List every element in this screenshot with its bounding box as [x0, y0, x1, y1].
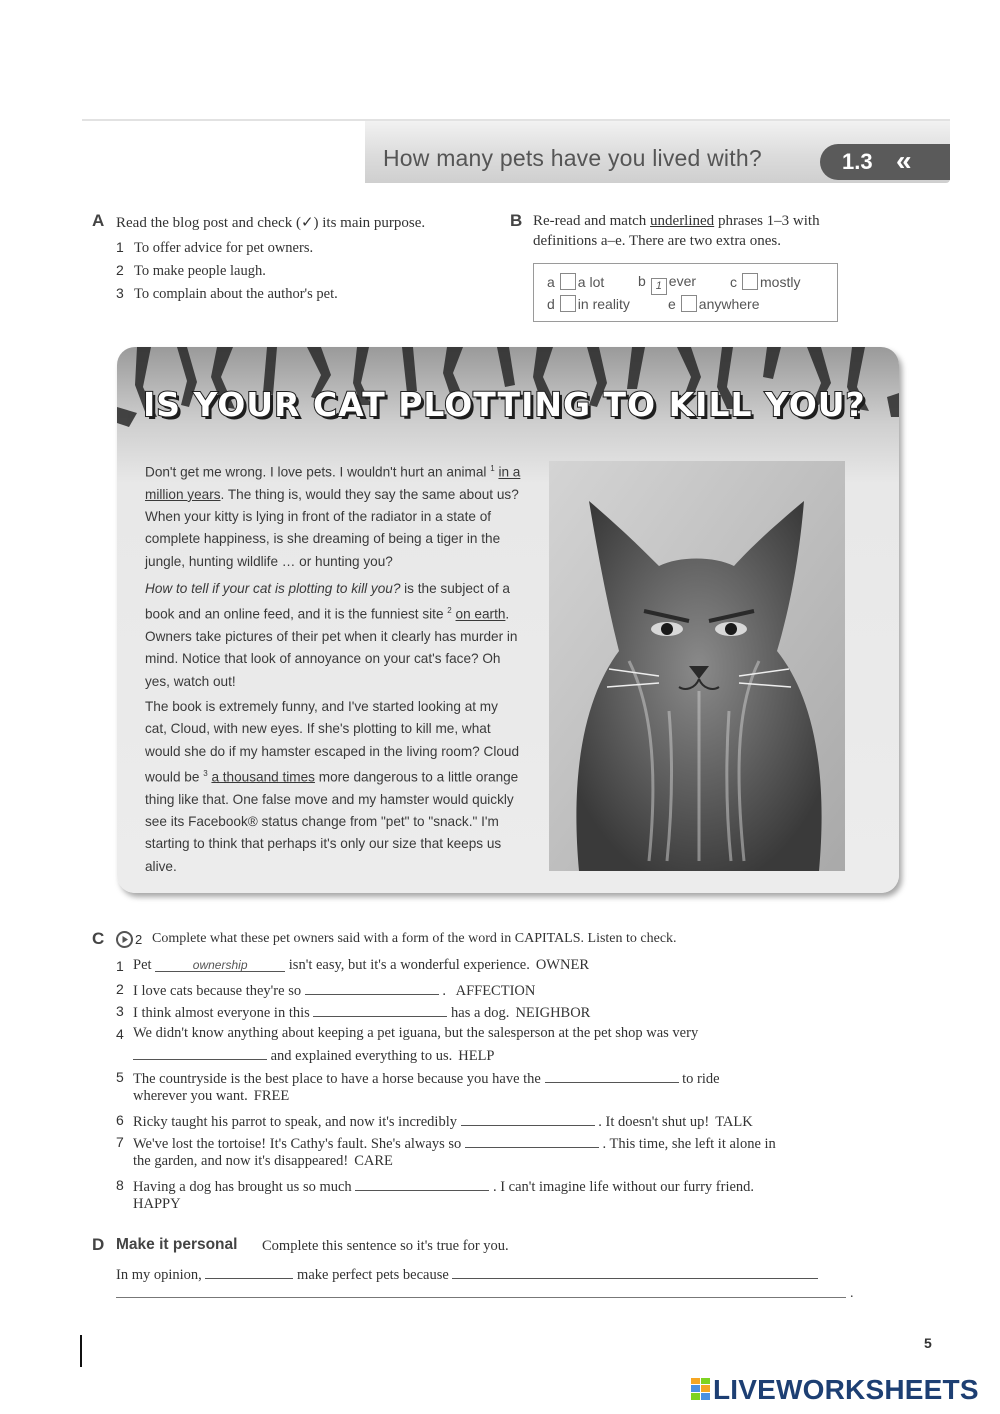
exercise-item-5: The countryside is the best place to have a horse because you have the to ride — [133, 1068, 720, 1088]
cat-photo — [549, 461, 845, 871]
match-input-e[interactable] — [681, 295, 697, 312]
exercise-item-1: Pet ownership isn't easy, but it's a wonderful experience. OWNER — [133, 957, 589, 973]
article-paragraph-2: How to tell if your cat is plotting to kill you? is the subject of a book and an online feed, and it is the funniest site $^2$ on earth. Owners take pictures of their pet when it clearly has murder in mind. Notice that look of annoyance on your cat's face? Oh yes, watch out! — [145, 581, 518, 689]
section-a-option[interactable]: 2 To make people laugh. — [116, 262, 266, 279]
match-input-a[interactable] — [560, 273, 576, 290]
exercise-item-8-line2: HAPPY — [133, 1196, 181, 1212]
item-number: 1 — [116, 958, 124, 974]
liveworksheets-icon — [691, 1378, 711, 1400]
exercise-item-6: Ricky taught his parrot to speak, and now it's incredibly . It doesn't shut up! TALK — [133, 1111, 753, 1131]
section-b-letter: B — [510, 211, 523, 230]
article-title: IS YOUR CAT PLOTTING TO KILL YOU? — [143, 385, 866, 424]
match-input-b[interactable]: 1 — [651, 278, 667, 295]
exercise-item-4: We didn't know anything about keeping a pet iguana, but the salesperson at the pet shop was very — [133, 1025, 699, 1041]
section-a-letter: A — [92, 211, 105, 230]
personal-blank-3[interactable] — [116, 1297, 846, 1298]
play-icon — [116, 931, 133, 948]
match-input-d[interactable] — [560, 295, 576, 312]
answer-blank-5[interactable] — [545, 1068, 679, 1083]
underlined-phrase-3: a thousand times — [211, 769, 315, 785]
blog-article-panel — [117, 347, 899, 893]
exercise-item-7-line2: the garden, and now it's disappeared! CARE — [133, 1153, 393, 1169]
item-number: 7 — [116, 1134, 124, 1150]
answer-blank-2[interactable] — [305, 980, 439, 995]
section-d-heading: Make it personal — [116, 1236, 238, 1253]
match-input-c[interactable] — [742, 273, 758, 290]
underlined-phrase-1: in a million years — [145, 464, 521, 502]
definitions-box — [533, 263, 838, 322]
sentence-period: . — [850, 1286, 854, 1301]
audio-play-button[interactable] — [116, 931, 133, 953]
answer-blank-6[interactable] — [461, 1111, 595, 1126]
definition-b: b 1 ever — [638, 273, 696, 295]
edge-mark — [80, 1335, 82, 1367]
section-a-option[interactable]: 1 To offer advice for pet owners. — [116, 239, 314, 256]
item-number: 8 — [116, 1177, 124, 1193]
section-d-letter: D — [92, 1235, 105, 1254]
answer-blank-7[interactable] — [465, 1133, 599, 1148]
item-number: 5 — [116, 1069, 124, 1085]
underlined-phrase-2: on earth — [455, 606, 506, 622]
section-a-option[interactable]: 3 To complain about the author's pet. — [116, 285, 338, 302]
personal-blank-1[interactable] — [205, 1264, 293, 1279]
exercise-item-3: I think almost everyone in this has a dog. NEIGHBOR — [133, 1002, 590, 1022]
section-b-instruction: Re-read and match underlined phrases 1–3 with — [533, 213, 820, 229]
section-b-instruction-line2: definitions a–e. There are two extra ones. — [533, 233, 781, 249]
page-title: How many pets have you lived with? — [383, 145, 762, 171]
personal-blank-2[interactable] — [452, 1264, 818, 1279]
exercise-item-7: We've lost the tortoise! It's Cathy's fault. She's always so . This time, she left it alone in — [133, 1133, 776, 1153]
page-number: 5 — [924, 1335, 932, 1351]
audio-track-number: 2 — [135, 932, 143, 947]
section-a-instruction: Read the blog post and check (✓) its main purpose. — [116, 215, 426, 231]
article-paragraph-3: The book is extremely funny, and I've started looking at my cat, Cloud, with new eyes. If she's plotting to kill me, what would she do if my hamster escaped in the living room? Cloud would be $^3$ a thousand times more dangerous to a little orange thing like that. One false move and my hamster would quickly see its Facebook® status change from "pet" to "snack." I'm starting to think that perhaps it's only our size that keeps us alive. — [145, 699, 520, 874]
answer-blank-4[interactable] — [133, 1045, 267, 1060]
section-badge — [820, 144, 950, 180]
item-number: 6 — [116, 1112, 124, 1128]
answer-blank-8[interactable] — [355, 1176, 489, 1191]
answer-blank-3[interactable] — [313, 1002, 447, 1017]
definition-e: e anywhere — [668, 296, 760, 312]
exercise-item-5-line2: wherever you want. FREE — [133, 1088, 290, 1104]
definition-a: a a lot — [547, 274, 605, 290]
section-c-instruction: Complete what these pet owners said with a form of the word in CAPITALS. Listen to check. — [152, 931, 677, 946]
section-number: 1.3 — [842, 149, 873, 174]
exercise-item-2: I love cats because they're so . AFFECTION — [133, 980, 535, 1000]
item-number: 3 — [116, 1003, 124, 1019]
section-d-instruction: Complete this sentence so it's true for you. — [262, 1238, 509, 1254]
section-c-letter: C — [92, 929, 105, 948]
personal-sentence: In my opinion, make perfect pets because — [116, 1264, 818, 1284]
exercise-item-8: Having a dog has brought us so much . I can't imagine life without our furry friend. — [133, 1176, 754, 1196]
exercise-item-4-line2: and explained everything to us. HELP — [133, 1045, 494, 1065]
article-paragraph-1: Don't get me wrong. I love pets. I wouldn't hurt an animal $^1$ in a million years. The thing is, would they say the same about us? When your kitty is lying in front of the radiator in a state of complete happiness, is she dreaming of being a tiger in the jungle, hunting wildlife … or hunting you? — [145, 464, 521, 569]
item-number: 2 — [116, 981, 124, 997]
definition-c: c mostly — [730, 274, 801, 290]
definition-d: d in reality — [547, 296, 630, 312]
item-number: 4 — [116, 1026, 124, 1042]
answer-blank-1[interactable]: ownership — [155, 957, 285, 972]
chevron-left-double-icon: « — [896, 145, 912, 176]
